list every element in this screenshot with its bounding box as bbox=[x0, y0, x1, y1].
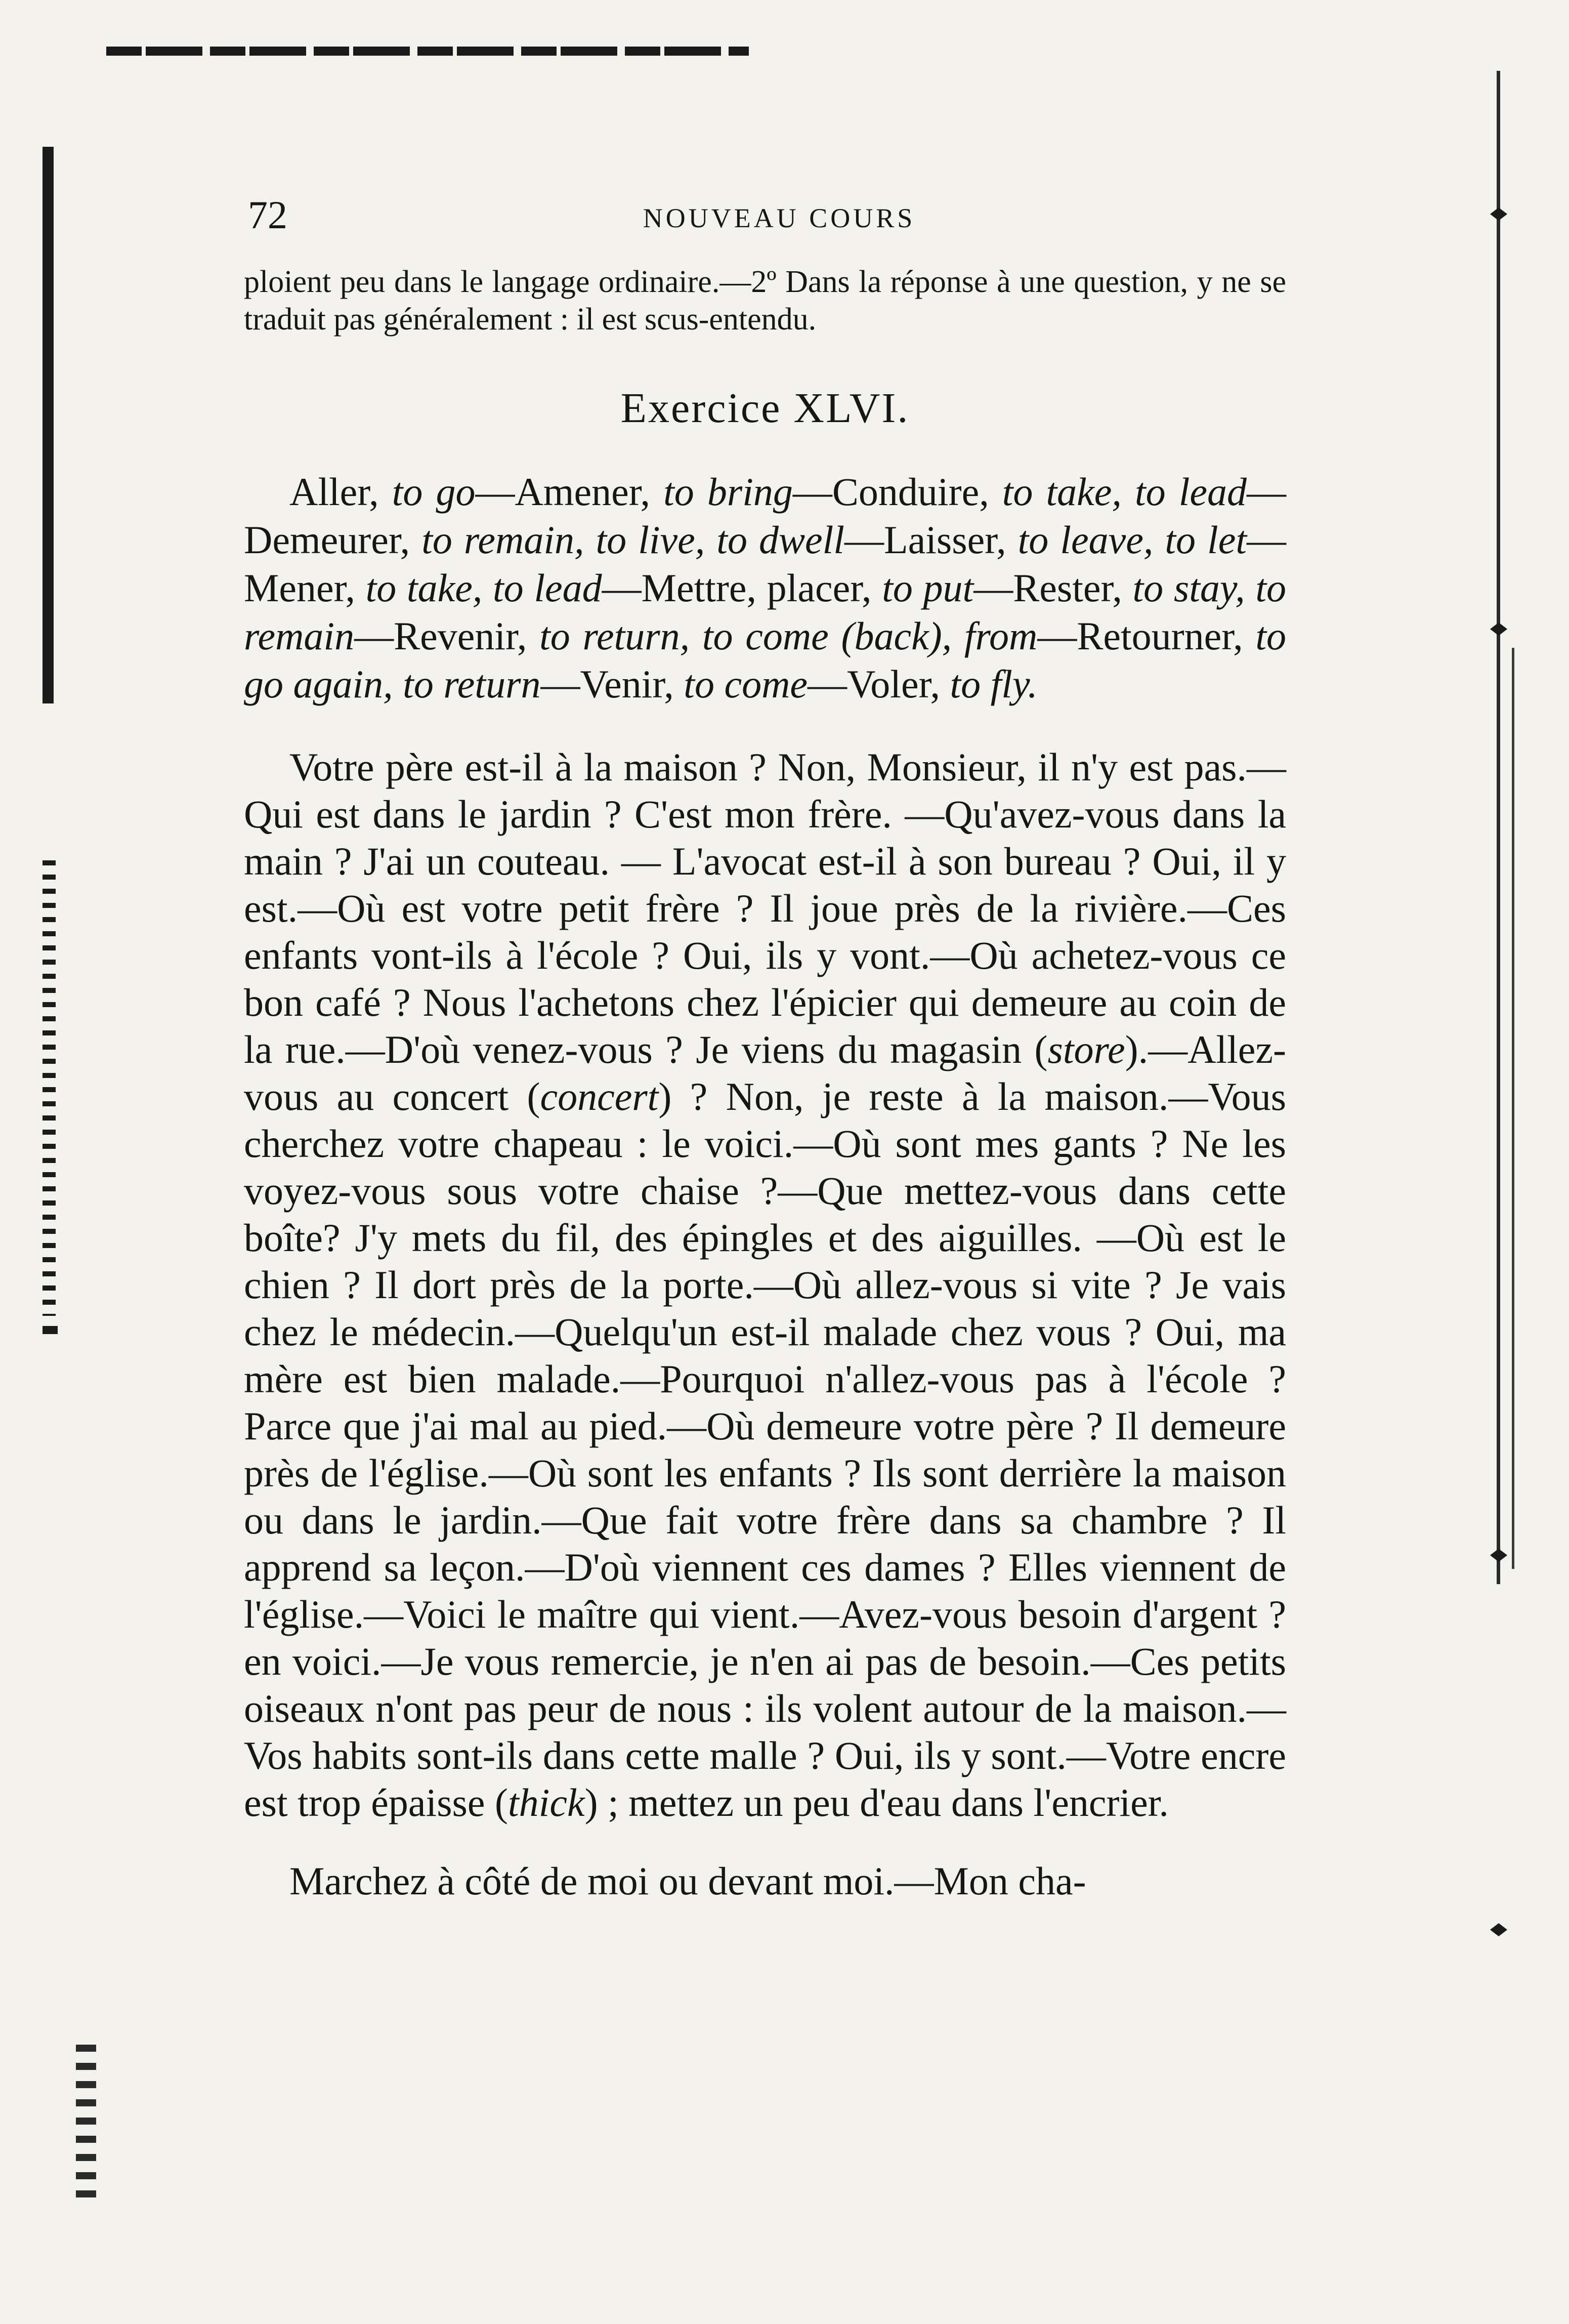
gloss: store bbox=[1047, 1027, 1125, 1071]
vocab-translation: to take, to lead bbox=[1002, 470, 1247, 514]
sentence-text: Votre père est-il à la maison ? Non, Monsieur, il n'y est pas.—Qui est dans le jardin ? C'est mon frère. —Qu'avez-vous dans la main ? J'ai un couteau. — L'avocat est-il à son bureau ? Oui, il y est.—Où est votre petit frère ? Il joue près de la rivière.—Ces enfants vont-ils à l'école ? Oui, ils y vont.—Où achetez-vous ce bon café ? Nous l'achetons chez l'épicier qui demeure au coin de la rue.—D'où venez-vous ? Je viens du magasin ( bbox=[244, 745, 1286, 1071]
gloss: thick bbox=[508, 1780, 585, 1824]
vocab-term: Mettre, placer, bbox=[641, 566, 882, 610]
vocab-translation: to leave, to let bbox=[1017, 518, 1247, 562]
vocab-translation: to remain, to live, to dwell bbox=[421, 518, 844, 562]
sentence-text: ) ; mettez un peu d'eau dans l'encrier. bbox=[584, 1780, 1169, 1824]
vocab-translation: to go again, to return bbox=[244, 614, 1287, 706]
closing-line: Marchez à côté de moi ou devant moi.—Mon cha- bbox=[289, 1859, 1086, 1903]
exercise-sentences bbox=[244, 743, 1286, 1826]
vocabulary-paragraph: Aller, to go—Amener, to bring—Conduire, to take, to lead—Demeurer, to remain, to live, to dwell—Laisser, to leave, to let—Mener, to take, to lead—Mettre, placer, to put—Rester, to stay, to remain—Revenir, to return, to come (back), from—Retourner, to go again, to return—Venir, to come—Voler, to fly. bbox=[244, 470, 1287, 706]
sentence-text: ).—Allez-vous au concert ( bbox=[244, 1027, 1286, 1118]
page-number: 72 bbox=[248, 193, 287, 237]
page-content bbox=[244, 263, 1286, 1904]
vocab-term: Amener, bbox=[515, 470, 664, 514]
vocab-translation: to go bbox=[392, 470, 476, 514]
vocab-term: Retourner, bbox=[1077, 614, 1256, 658]
vocab-term: Conduire, bbox=[832, 470, 1002, 514]
gloss: concert bbox=[540, 1074, 659, 1118]
vocab-term: Mener, bbox=[244, 566, 366, 610]
sentence-text: ) ? Non, je reste à la maison.—Vous cherchez votre chapeau : le voici.—Où sont mes gants ? Ne les voyez-vous sous votre chaise ?—Que mettez-vous dans cette boîte? J'y mets du fil, des épingles et des aiguilles. —Où est le chien ? Il dort près de la porte.—Où allez-vous si vite ? Je vais chez le médecin.—Quelqu'un est-il malade chez vous ? Oui, ma mère est bien malade.—Pourquoi n'allez-vous pas à l'école ? Parce que j'ai mal au pied.—Où demeure votre père ? Il demeure près de l'église.—Où sont les enfants ? Ils sont derrière la maison ou dans le jardin.—Que fait votre frère dans sa chambre ? Il apprend sa leçon.—D'où viennent ces dames ? Elles viennent de l'église.—Voici le maître qui vient.—Avez-vous besoin d'argent ? en voici.—Je vous remercie, je n'en ai pas de besoin.—Ces petits oiseaux n'ont pas peur de nous : ils volent autour de la maison.—Vos habits sont-ils dans cette malle ? Oui, ils y sont.—Votre encre est trop épaisse ( bbox=[244, 1074, 1287, 1824]
vocab-term: Aller, bbox=[289, 470, 392, 514]
exercise-title: Exercice XLVI. bbox=[620, 385, 910, 432]
vocab-term: Demeurer, bbox=[244, 518, 422, 562]
vocab-translation: to return, to come (back), from bbox=[539, 614, 1038, 658]
vocab-translation: to put bbox=[882, 566, 974, 610]
vocab-translation: to fly. bbox=[950, 662, 1038, 706]
vocab-term: Laisser, bbox=[883, 518, 1018, 562]
vocab-term: Venir, bbox=[580, 662, 684, 706]
vocab-translation: to stay, to remain bbox=[244, 566, 1287, 658]
vocab-translation: to take, to lead bbox=[365, 566, 602, 610]
continued-note: ploient peu dans le langage ordinaire.—2º Dans la réponse à une question, y ne se traduit pas généralement : il est scus-entendu. bbox=[244, 265, 1286, 337]
running-head bbox=[243, 192, 1316, 238]
vocab-term: Voler, bbox=[847, 662, 950, 706]
vocab-translation: to come bbox=[684, 662, 808, 706]
running-title: NOUVEAU COURS bbox=[643, 203, 916, 233]
vocab-term: Revenir, bbox=[394, 614, 540, 658]
vocab-term: Rester, bbox=[1013, 566, 1133, 610]
vocab-translation: to bring bbox=[663, 470, 793, 514]
